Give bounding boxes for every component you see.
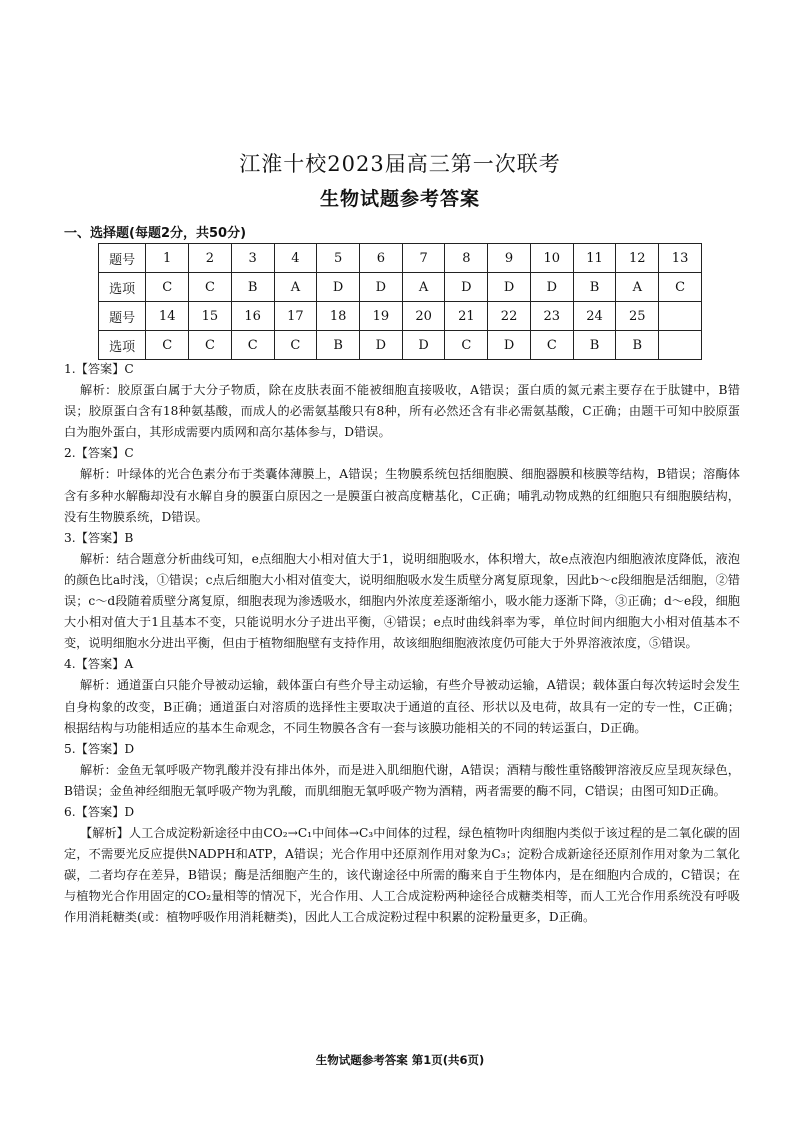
answer-table-cell: B xyxy=(573,331,616,360)
answer-table-cell: 10 xyxy=(530,244,573,273)
explanation-text: 解析：结合题意分析曲线可知，e点细胞大小相对值大于1，说明细胞吸水，体积增大，故e点液泡内细胞液浓度降低，液泡的颜色比a时浅，①错误；c点后细胞大小相对值变大，说明细胞吸水发生质壁分离复原现象，因此b～c段细胞是活细胞，②错误；c～d段随着质壁分离复原，细胞表现为渗透吸水，细胞内外浓度差逐渐缩小，吸水能力逐渐下降，③正确；d～e段，细胞大小相对值大于1且基本不变，只能说明水分子进出平衡，④错误；e点时曲线斜率为零，单位时间内细胞大小相对值基本不变，说明细胞水分进出平衡，但由于植物细胞壁有支持作用，故该细胞细胞液浓度仍可能大于外界溶液浓度，⑤错误。 xyxy=(64,551,740,651)
answer-key-table xyxy=(98,243,702,360)
answer-table-cell xyxy=(659,302,702,331)
answer-table-cell: B xyxy=(573,273,616,302)
answer-table-cell: B xyxy=(231,273,274,302)
answer-label: 6.【答案】D xyxy=(64,804,135,819)
answer-table-cell: D xyxy=(488,273,531,302)
exam-title: 江淮十校2023届高三第一次联考 xyxy=(239,152,561,176)
answer-table-cell: 7 xyxy=(402,244,445,273)
answer-table-cell: A xyxy=(616,273,659,302)
answer-table-cell: D xyxy=(445,273,488,302)
answer-table-row-header: 选项 xyxy=(99,331,146,360)
answer-table-cell: C xyxy=(189,331,232,360)
answer-table-cell: 3 xyxy=(231,244,274,273)
explanation-text: 解析：金鱼无氧呼吸产物乳酸并没有排出体外，而是进入肌细胞代谢，A错误；酒精与酸性重铬酸钾溶液反应呈现灰绿色，B错误；金鱼神经细胞无氧呼吸产物为乳酸，而肌细胞无氧呼吸产物为酒精，两者需要的酶不同，C错误；由图可知D正确。 xyxy=(64,762,740,798)
answer-table-cell: A xyxy=(402,273,445,302)
answer-table-row xyxy=(99,273,702,302)
answer-table-cell: C xyxy=(274,331,317,360)
answer-table-cell: D xyxy=(317,273,360,302)
answer-table-cell: 20 xyxy=(402,302,445,331)
answer-label: 1.【答案】C xyxy=(64,362,134,376)
answer-table-cell: 14 xyxy=(146,302,189,331)
answer-table-cell: 1 xyxy=(146,244,189,273)
document-subtitle: 生物试题参考答案 xyxy=(319,188,480,210)
answer-table-cell: 22 xyxy=(488,302,531,331)
answer-table-cell: D xyxy=(360,331,403,360)
answer-table-cell: D xyxy=(530,273,573,302)
answer-table-cell: B xyxy=(317,331,360,360)
explanation-text: 【解析】人工合成淀粉新途径中由CO₂→C₁中间体→C₃中间体的过程，绿色植物叶肉细胞内类似于该过程的是二氧化碳的固定，不需要光反应提供NADPH和ATP，A错误；光合作用中还原剂作用对象为C₃；淀粉合成新途径还原剂作用对象为二氧化碳，二者均存在差异，B错误；酶是活细胞产生的，该代谢途径中所需的酶来自于生物体内，是在细胞内合成的，C错误；在与植物光合作用固定的CO₂量相等的情况下，光合作用、人工合成淀粉两种途径合成糖类相等，而人工光合作用系统没有呼吸作用消耗糖类(或：植物呼吸作用消耗糖类)，因此人工合成淀粉过程中积累的淀粉量更多，D正确。 xyxy=(64,826,740,925)
answer-table-cell: 4 xyxy=(274,244,317,273)
answer-table-cell: A xyxy=(274,273,317,302)
answer-table-cell: D xyxy=(488,331,531,360)
answer-table-cell: 15 xyxy=(189,302,232,331)
answer-table-cell: D xyxy=(360,273,403,302)
answer-table-cell: C xyxy=(146,273,189,302)
page-footer: 生物试题参考答案 第1页(共6页) xyxy=(315,1053,485,1067)
question-explanation xyxy=(64,359,740,443)
answer-table-cell: C xyxy=(146,331,189,360)
answer-table-row-header: 题号 xyxy=(99,302,146,331)
answer-table-row-header: 题号 xyxy=(99,244,146,273)
explanation-text: 解析：通道蛋白只能介导被动运输，载体蛋白有些介导主动运输，有些介导被动运输，A错误；载体蛋白每次转运时会发生自身构象的改变，B正确；通道蛋白对溶质的选择性主要取决于通道的直径、形状以及电荷，故具有一定的专一性，C正确；根据结构与功能相适应的基本生命观念，不同生物膜各含有一套与该膜功能相关的不同的转运蛋白，D正确。 xyxy=(64,678,740,735)
answer-table-cell: 6 xyxy=(360,244,403,273)
answer-table-cell xyxy=(659,331,702,360)
answer-table-cell: 9 xyxy=(488,244,531,273)
section-heading-choice: 一、选择题(每题2分，共50分) xyxy=(64,226,247,241)
answer-table-cell: C xyxy=(231,331,274,360)
answer-table-cell: C xyxy=(530,331,573,360)
answer-table-cell: 11 xyxy=(573,244,616,273)
answer-table-row xyxy=(99,244,702,273)
answer-table-cell: 2 xyxy=(189,244,232,273)
explanations xyxy=(64,359,740,929)
question-explanation xyxy=(64,654,740,738)
answer-table-cell: 18 xyxy=(317,302,360,331)
answer-table-cell: C xyxy=(445,331,488,360)
answer-table-cell: 23 xyxy=(530,302,573,331)
answer-table-row xyxy=(99,302,702,331)
question-explanation xyxy=(64,739,740,802)
answer-table-cell: 17 xyxy=(274,302,317,331)
answer-table-cell: 21 xyxy=(445,302,488,331)
answer-label: 3.【答案】B xyxy=(64,530,134,545)
answer-label: 5.【答案】D xyxy=(64,741,135,756)
answer-label: 4.【答案】A xyxy=(64,657,134,672)
answer-table-cell: C xyxy=(659,273,702,302)
answer-table-cell: 16 xyxy=(231,302,274,331)
answer-table-cell: 8 xyxy=(445,244,488,273)
explanation-text: 解析：叶绿体的光合色素分布于类囊体薄膜上，A错误；生物膜系统包括细胞膜、细胞器膜和核膜等结构，B错误；溶酶体含有多种水解酶却没有水解自身的膜蛋白原因之一是膜蛋白被高度糖基化，C正确；哺乳动物成熟的红细胞只有细胞膜结构，没有生物膜系统，D错误。 xyxy=(64,467,740,524)
answer-label: 2.【答案】C xyxy=(64,446,134,461)
answer-table-row xyxy=(99,331,702,360)
answer-table-cell: B xyxy=(616,331,659,360)
answer-table-cell: 19 xyxy=(360,302,403,331)
answer-table-cell: 24 xyxy=(573,302,616,331)
answer-table-cell: C xyxy=(189,273,232,302)
question-explanation xyxy=(64,528,740,655)
answer-table-cell: 5 xyxy=(317,244,360,273)
answer-table-cell: 13 xyxy=(659,244,702,273)
answer-table-cell: D xyxy=(402,331,445,360)
question-explanation xyxy=(64,802,740,929)
explanation-text: 解析：胶原蛋白属于大分子物质，除在皮肤表面不能被细胞直接吸收，A错误；蛋白质的氮元素主要存在于肽键中，B错误；胶原蛋白含有18种氨基酸，而成人的必需氨基酸只有8种，所有必然还含有非必需氨基酸，C正确；由题干可知中胶原蛋白为胞外蛋白，其形成需要内质网和高尔基体参与，D错误。 xyxy=(64,383,740,440)
question-explanation xyxy=(64,443,740,527)
answer-table-cell: 25 xyxy=(616,302,659,331)
answer-table-row-header: 选项 xyxy=(99,273,146,302)
answer-table-cell: 12 xyxy=(616,244,659,273)
